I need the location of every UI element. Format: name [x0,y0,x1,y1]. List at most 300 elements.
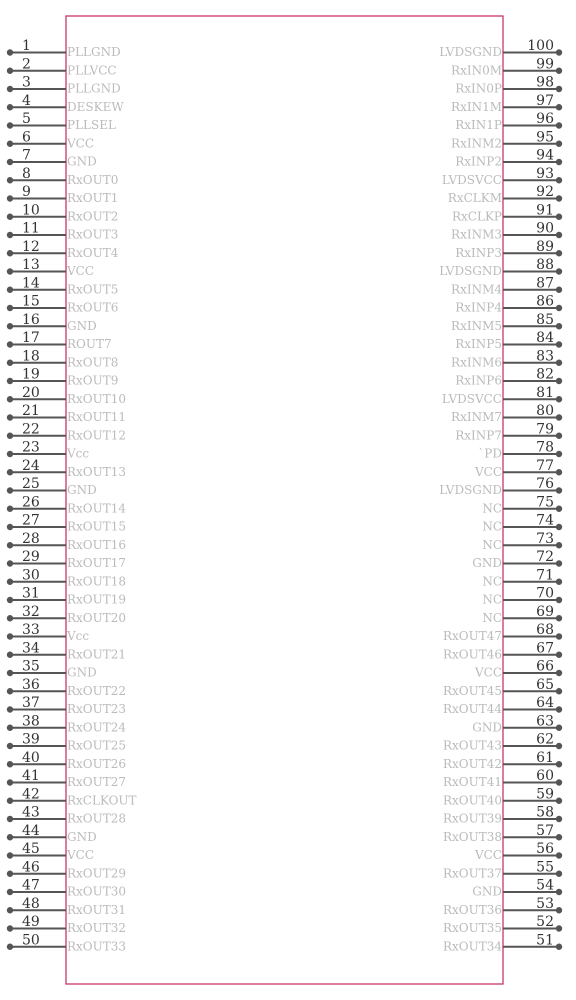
pin-name: RxOUT22 [67,683,127,698]
pin-number: 50 [22,932,40,949]
pin-name: RxOUT42 [442,756,502,771]
pin-terminal-dot [556,779,562,785]
pin-terminal-dot [7,925,13,931]
pin-terminal-dot [556,725,562,731]
pin-number: 93 [536,165,554,182]
pin-number: 78 [536,439,554,456]
pin-terminal-dot [556,214,562,220]
pin-number: 64 [536,695,554,711]
pin-number: 29 [22,549,40,565]
pin-terminal-dot [556,542,562,548]
pin-name: RxOUT38 [442,829,502,844]
pin-name: Vcc [67,629,90,643]
pin-terminal-dot [7,268,13,274]
pin-number: 1 [22,38,31,54]
pin-terminal-dot [7,798,13,804]
pin-terminal-dot [7,177,13,183]
pin-name: RxOUT36 [442,902,502,917]
pin-name: RxIN0P [455,81,502,96]
pin-terminal-dot [556,49,562,55]
pin-name: RxOUT30 [67,884,127,899]
pin-number: 10 [22,202,40,219]
pin-number: 61 [536,749,554,766]
pin-name: RxINP3 [455,245,502,260]
pin-number: 56 [536,841,554,857]
pin-name: RxCLKP [452,209,502,224]
pin-number: 34 [22,640,40,657]
pin-number: 13 [22,257,40,273]
pin-33 [7,622,90,643]
pin-name: RxOUT31 [67,902,127,917]
pin-terminal-dot [556,560,562,566]
pin-terminal-dot [556,177,562,183]
pin-name: RxIN0M [451,63,502,78]
pin-number: 9 [22,184,31,200]
pin-terminal-dot [556,670,562,676]
pin-number: 14 [22,275,40,292]
pin-number: 70 [536,585,554,602]
pin-number: 11 [22,220,40,237]
pin-name: RxOUT26 [67,756,127,771]
pin-terminal-dot [7,743,13,749]
pin-name: NC [482,610,502,625]
pin-number: 91 [536,202,554,219]
pin-number: 25 [22,476,40,492]
pin-name: RxOUT29 [67,866,127,881]
pin-number: 98 [536,74,554,91]
pin-name: `PD [478,446,502,461]
pin-name: RxOUT44 [442,702,502,716]
pin-number: 74 [536,512,554,529]
pin-name: RxOUT45 [442,683,502,698]
pin-25 [7,476,97,497]
pin-terminal-dot [7,86,13,92]
pin-terminal-dot [556,852,562,858]
pin-number: 79 [536,421,554,438]
pin-number: 37 [22,695,40,711]
pin-terminal-dot [7,688,13,694]
pin-number: 30 [22,567,40,584]
pin-number: 6 [22,129,31,146]
pin-35 [7,659,97,680]
pin-name: RxOUT34 [442,939,502,954]
pin-number: 65 [536,676,554,693]
pin-name: GND [67,829,97,844]
pin-name: NC [482,501,502,516]
pin-number: 81 [536,384,554,401]
pin-terminal-dot [7,250,13,256]
pin-name: RxOUT19 [67,592,127,607]
pin-terminal-dot [556,414,562,420]
pin-name: RxOUT3 [67,227,119,242]
pin-name: RxOUT21 [67,647,127,662]
pin-number: 5 [22,111,31,127]
pin-name: GND [472,556,502,570]
pin-name: RxOUT33 [67,939,127,954]
pin-number: 27 [22,512,40,529]
pin-terminal-dot [7,779,13,785]
pin-terminal-dot [556,652,562,658]
pin-terminal-dot [7,451,13,457]
pin-number: 2 [22,56,31,73]
pin-terminal-dot [556,579,562,585]
pin-name: RxOUT27 [67,775,127,789]
pin-name: GND [472,720,502,735]
pin-terminal-dot [556,706,562,712]
pin-terminal-dot [7,433,13,439]
pin-name: ROUT7 [67,337,112,351]
pin-13 [7,257,94,278]
pin-terminal-dot [556,141,562,147]
pin-name: PLLGND [67,45,121,59]
pin-name: RxOUT2 [67,209,119,224]
pin-terminal-dot [7,524,13,530]
pin-terminal-dot [556,469,562,475]
pin-name: VCC [67,264,95,278]
pin-terminal-dot [556,195,562,201]
pin-terminal-dot [556,122,562,128]
pin-terminal-dot [556,506,562,512]
pin-terminal-dot [556,688,562,694]
pin-number: 19 [22,366,40,383]
pin-number: 32 [22,603,40,620]
pin-terminal-dot [7,414,13,420]
pin-number: 58 [536,804,554,821]
pin-name: RxOUT41 [442,775,502,789]
pin-terminal-dot [7,122,13,128]
pin-terminal-dot [556,341,562,347]
pin-number: 40 [22,749,40,766]
pin-number: 47 [22,877,40,894]
pin-number: 71 [536,567,554,584]
pin-terminal-dot [7,104,13,110]
pin-name: RxINP4 [455,300,502,315]
pin-number: 22 [22,421,40,438]
pin-terminal-dot [556,305,562,311]
pin-name: GND [67,665,97,680]
pin-terminal-dot [556,871,562,877]
pin-number: 21 [22,403,40,419]
pin-number: 89 [536,238,554,255]
pin-terminal-dot [556,451,562,457]
pin-number: 57 [536,822,554,839]
pin-name: RxOUT37 [442,866,502,881]
pin-number: 83 [536,348,554,365]
pin-terminal-dot [7,469,13,475]
pin-name: PLLVCC [67,63,117,78]
pin-terminal-dot [556,360,562,366]
pin-terminal-dot [556,761,562,767]
pin-name: RxOUT28 [67,811,127,826]
pin-name: PLLSEL [67,118,116,132]
pin-name: RxOUT5 [67,282,119,297]
pin-name: RxIN1P [455,118,502,132]
pin-number: 94 [536,147,554,164]
pin-name: NC [482,574,502,589]
pin-number: 35 [22,658,40,675]
pin-terminal-dot [7,834,13,840]
pin-terminal-dot [7,560,13,566]
pin-name: RxINM3 [451,227,502,242]
pin-name: GND [472,884,502,899]
pin-terminal-dot [556,232,562,238]
pin-number: 69 [536,603,554,620]
pin-name: RxOUT8 [67,355,119,370]
pin-name: LVDSVCC [441,172,502,187]
pin-terminal-dot [556,816,562,822]
pin-name: LVDSVCC [441,391,502,406]
pin-name: RxCLKM [447,191,502,205]
pin-number: 92 [536,184,554,200]
pin-number: 68 [536,622,554,638]
pin-terminal-dot [7,305,13,311]
pin-terminal-dot [556,524,562,530]
pin-number: 18 [22,348,40,365]
pin-terminal-dot [7,68,13,74]
pin-name: RxOUT10 [67,391,127,406]
pin-name: GND [67,154,97,169]
pin-name: VCC [474,848,502,862]
pin-name: LVDSGND [439,45,502,59]
pin-name: RxINP7 [455,428,502,443]
pin-number: 54 [536,877,554,894]
pin-number: 96 [536,111,554,127]
pin-terminal-dot [7,214,13,220]
pin-terminal-dot [556,104,562,110]
component-body [66,16,503,984]
pin-name: GND [67,318,97,333]
pin-terminal-dot [7,852,13,858]
pin-terminal-dot [7,670,13,676]
pin-name: RxOUT6 [67,300,119,315]
pin-terminal-dot [7,341,13,347]
pin-name: RxOUT11 [67,410,127,424]
pin-16 [7,312,97,333]
pin-name: RxOUT46 [442,647,502,662]
pin-terminal-dot [7,816,13,822]
pin-name: RxOUT14 [67,501,127,516]
pin-number: 51 [536,932,554,949]
pin-terminal-dot [7,761,13,767]
pin-terminal-dot [7,360,13,366]
pin-number: 62 [536,731,554,748]
pin-name: RxOUT39 [442,811,502,826]
pin-terminal-dot [7,907,13,913]
pin-name: RxINM7 [451,410,502,424]
pin-name: RxOUT16 [67,537,127,552]
pin-terminal-dot [7,597,13,603]
pin-name: RxOUT9 [67,373,119,388]
pin-name: PLLGND [67,81,121,96]
pin-name: NC [482,519,502,534]
pin-terminal-dot [7,141,13,147]
pin-number: 8 [22,165,31,182]
pin-number: 87 [536,275,554,292]
pin-name: VCC [474,464,502,479]
pin-terminal-dot [556,68,562,74]
pin-name: RxOUT0 [67,172,119,187]
pin-terminal-dot [7,487,13,493]
pin-number: 46 [22,859,40,876]
pin-number: 24 [22,457,40,474]
pin-number: 99 [536,56,554,73]
pin-terminal-dot [556,743,562,749]
pin-number: 73 [536,530,554,547]
pin-number: 39 [22,731,40,748]
pin-name: RxINM6 [451,355,502,370]
pin-number: 82 [536,366,554,383]
pin-name: VCC [474,665,502,680]
pin-name: LVDSGND [439,264,502,278]
pin-terminal-dot [556,250,562,256]
pin-number: 86 [536,293,554,310]
pin-number: 53 [536,895,554,912]
pin-name: RxOUT4 [67,245,119,260]
pin-number: 80 [536,403,554,419]
pin-number: 31 [22,585,40,602]
pin-name: LVDSGND [439,483,502,497]
pin-number: 42 [22,786,40,803]
pin-number: 72 [536,549,554,565]
pin-number: 88 [536,257,554,273]
pin-name: GND [67,483,97,497]
pin-number: 33 [22,622,40,638]
pin-terminal-dot [7,396,13,402]
pin-name: RxOUT40 [442,793,502,808]
pin-terminal-dot [556,907,562,913]
pin-number: 17 [22,330,40,346]
pin-name: VCC [67,848,95,862]
pin-name: Vcc [67,446,90,461]
pin-name: RxOUT35 [442,921,502,935]
pin-number: 44 [22,822,40,839]
pin-name: RxINP2 [455,154,502,169]
pin-name: RxOUT23 [67,702,127,716]
pin-terminal-dot [7,652,13,658]
pin-name: RxOUT1 [67,191,119,205]
pin-terminal-dot [556,834,562,840]
pin-44 [7,823,97,844]
right-pin-group [439,38,562,953]
pin-number: 45 [22,841,40,857]
pin-name: RxOUT17 [67,556,127,570]
pin-number: 43 [22,804,40,821]
pin-number: 41 [22,768,40,784]
pin-terminal-dot [556,159,562,165]
pin-number: 85 [536,311,554,328]
pin-terminal-dot [556,487,562,493]
pin-terminal-dot [7,944,13,950]
left-pin-group [7,38,137,953]
pin-number: 97 [536,92,554,109]
pin-number: 75 [536,494,554,511]
pin-terminal-dot [7,49,13,55]
pin-6 [7,129,94,150]
pin-name: RxINP6 [455,373,502,388]
pin-number: 55 [536,859,554,876]
pin-terminal-dot [7,287,13,293]
pin-number: 7 [22,147,31,164]
pin-45 [7,841,94,862]
pin-terminal-dot [556,925,562,931]
pin-terminal-dot [7,506,13,512]
pin-number: 15 [22,293,40,310]
pin-number: 49 [22,914,40,930]
pin-terminal-dot [7,889,13,895]
pin-terminal-dot [7,542,13,548]
pin-number: 95 [536,129,554,146]
pin-number: 20 [22,384,40,401]
pin-name: RxOUT32 [67,921,127,935]
pin-number: 28 [22,530,40,547]
pin-terminal-dot [556,323,562,329]
pin-terminal-dot [7,195,13,201]
pin-name: DESKEW [67,99,124,114]
pin-name: RxINP5 [455,337,502,351]
pin-name: RxOUT25 [67,738,127,753]
pin-terminal-dot [556,633,562,639]
pin-terminal-dot [7,579,13,585]
pin-terminal-dot [7,633,13,639]
pin-terminal-dot [556,615,562,621]
pin-terminal-dot [556,889,562,895]
pin-terminal-dot [556,798,562,804]
pin-terminal-dot [7,871,13,877]
pin-terminal-dot [7,378,13,384]
pin-number: 76 [536,476,554,492]
pin-number: 84 [536,330,554,346]
pin-name: RxOUT13 [67,464,127,479]
pin-name: RxINM4 [451,282,502,297]
pin-name: VCC [67,136,95,151]
pin-terminal-dot [556,597,562,603]
pin-terminal-dot [556,378,562,384]
pin-name: NC [482,592,502,607]
pin-terminal-dot [7,615,13,621]
pin-name: RxINM2 [451,136,502,151]
pin-name: RxINM5 [451,318,502,333]
pin-name: RxOUT24 [67,720,127,735]
pin-terminal-dot [556,433,562,439]
pin-name: RxIN1M [451,99,502,114]
pin-name: RxOUT12 [67,428,127,443]
pin-23 [7,440,90,461]
pin-terminal-dot [7,706,13,712]
pin-number: 3 [22,74,31,91]
pin-number: 67 [536,640,554,657]
pin-number: 59 [536,786,554,803]
pin-number: 48 [22,895,40,912]
pin-name: RxOUT20 [67,610,127,625]
pin-terminal-dot [7,232,13,238]
pin-number: 77 [536,457,554,474]
pin-number: 23 [22,439,40,456]
pin-number: 66 [536,658,554,675]
pin-number: 36 [22,676,40,693]
pin-number: 90 [536,220,554,237]
pin-number: 4 [22,92,31,109]
pin-number: 16 [22,311,40,328]
pin-name: RxOUT43 [442,738,502,753]
pin-name: RxCLKOUT [67,793,137,808]
pin-number: 12 [22,238,40,255]
pin-name: RxOUT15 [67,519,127,534]
pin-number: 100 [527,38,554,54]
pin-name: NC [482,537,502,552]
pin-number: 63 [536,713,554,730]
pin-terminal-dot [556,86,562,92]
pin-terminal-dot [7,159,13,165]
